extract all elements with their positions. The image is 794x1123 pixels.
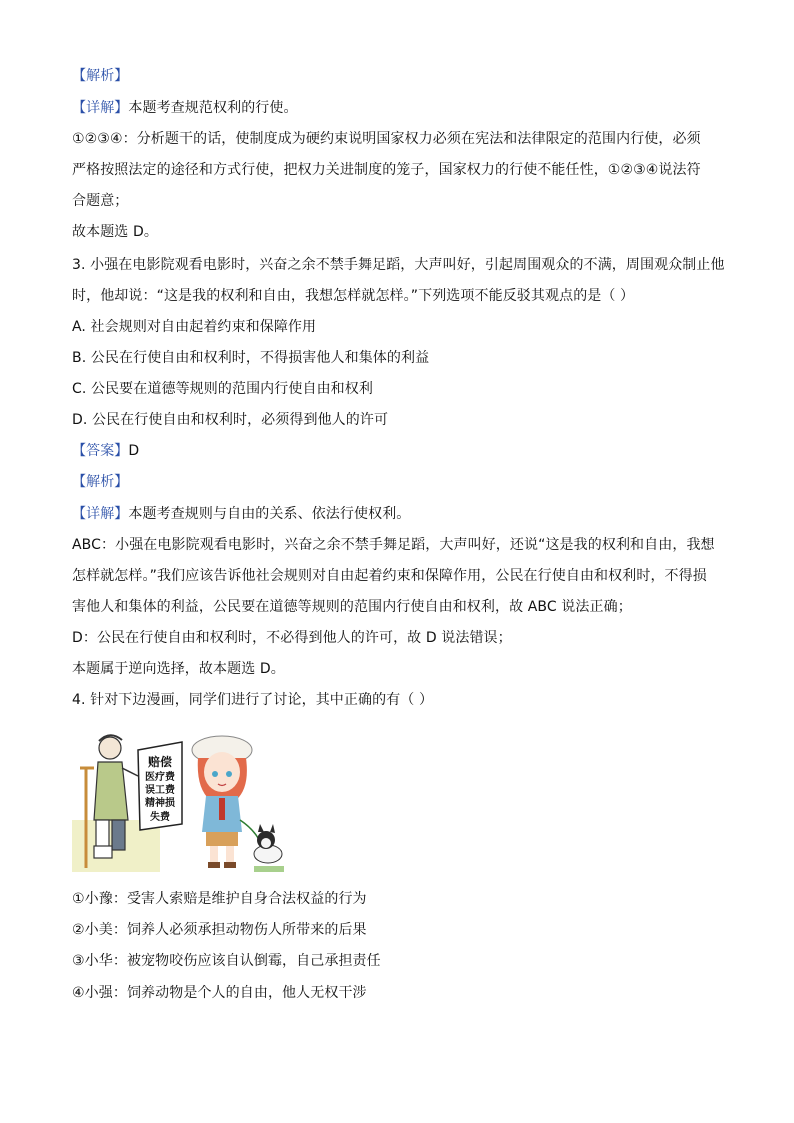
discussion-option: ①小豫：受害人索赔是维护自身合法权益的行为 [72,891,367,907]
text-line: 合题意； [72,193,129,209]
discussion-option: ③小华：被宠物咬伤应该自认倒霉，自己承担责任 [72,953,381,969]
answer-option: A. 社会规则对自由起着约束和保障作用 [72,319,317,335]
question-stem: 4. 针对下边漫画，同学们进行了讨论，其中正确的有（ ） [72,692,434,708]
text-line: 害他人和集体的利益，公民要在道德等规则的范围内行使自由和权利，故 ABC 说法正确； [72,599,632,615]
cartoon-illustration [72,728,287,876]
sign-line: 失费 [150,812,170,823]
text-line: ①②③④：分析题干的话，使制度成为硬约束说明国家权力必须在宪法和法律限定的范围内行使，必须 [72,131,701,147]
text-line: 【详解】本题考查规范权利的行使。 [72,100,298,116]
sign-line: 医疗费 [145,772,175,783]
section-tag: 【解析】 [72,474,129,490]
text-line: 怎样就怎样。”我们应该告诉他社会规则对自由起着约束和保障作用，公民在行使自由和权利时，不得损 [72,568,707,584]
discussion-option: ④小强：饲养动物是个人的自由，他人无权干涉 [72,985,367,1001]
sign-line: 精神损 [145,798,175,809]
sign-line: 赔偿 [147,755,173,769]
sign-line: 误工费 [145,785,175,796]
text-line: D：公民在行使自由和权利时，不必得到他人的许可，故 D 说法错误； [72,630,512,646]
text-line: 本题属于逆向选择，故本题选 D。 [72,661,285,677]
text-line: ABC：小强在电影院观看电影时，兴奋之余不禁手舞足蹈，大声叫好，还说“这是我的权利和自由，我想 [72,537,715,553]
text-line: 严格按照法定的途径和方式行使，把权力关进制度的笼子，国家权力的行使不能任性，①②③④说法符 [72,162,701,178]
question-stem: 时，他却说：“这是我的权利和自由，我想怎样就怎样。”下列选项不能反驳其观点的是（ ） [72,288,635,304]
answer-line: 【答案】D [72,443,140,459]
girl-figure [192,736,258,868]
answer-option: B. 公民在行使自由和权利时，不得损害他人和集体的利益 [72,350,430,366]
discussion-option: ②小美：饲养人必须承担动物伤人所带来的后果 [72,922,367,938]
text-line: 故本题选 D。 [72,224,158,240]
section-tag: 【详解】 [72,100,129,116]
question-stem: 3. 小强在电影院观看电影时，兴奋之余不禁手舞足蹈，大声叫好，引起周围观众的不满，周围观众制止他 [72,257,725,273]
text-line [72,66,732,86]
section-tag: 【详解】 [72,506,129,522]
text-line: 【详解】本题考查规则与自由的关系、依法行使权利。 [72,506,411,522]
dog-figure [254,824,284,872]
answer-option: D. 公民在行使自由和权利时，必须得到他人的许可 [72,412,389,428]
section-tag: 【解析】 [72,68,129,84]
answer-option: C. 公民要在道德等规则的范围内行使自由和权利 [72,381,373,397]
text-line [72,472,732,492]
compensation-sign [138,742,182,830]
section-tag: 【答案】 [72,443,129,459]
